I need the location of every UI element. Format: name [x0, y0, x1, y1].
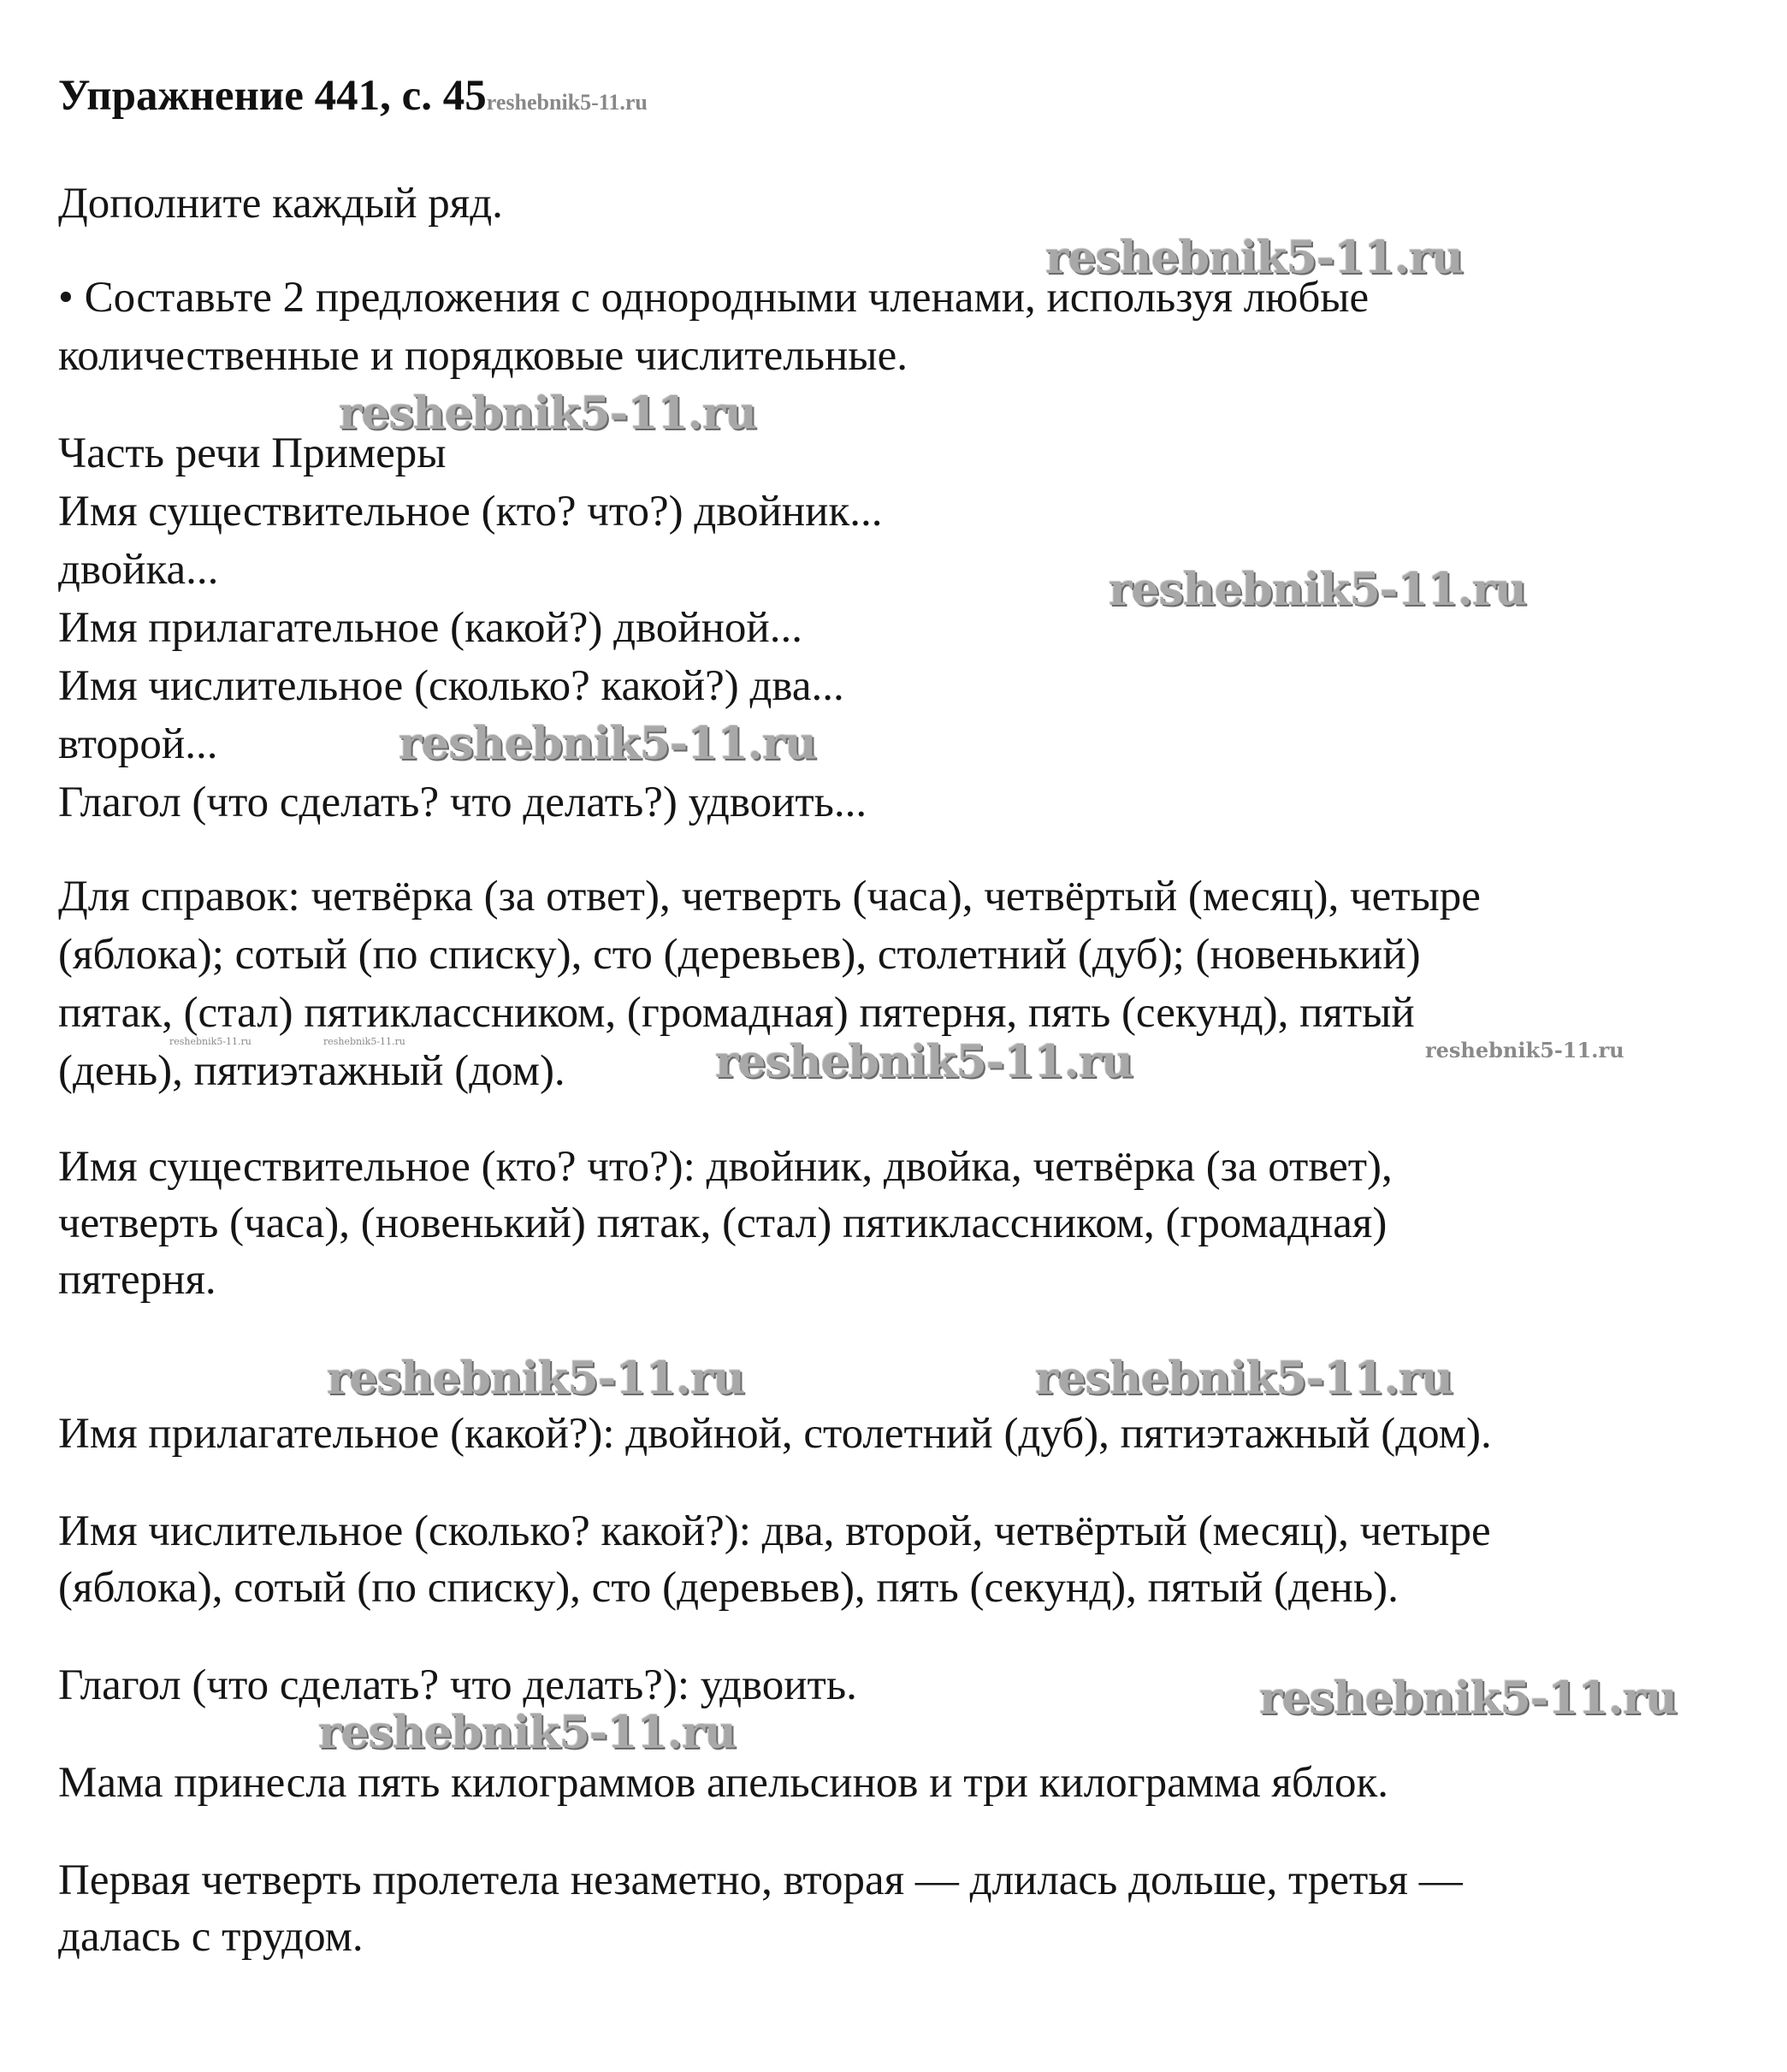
task-bullet-line-1: • Составьте 2 предложения с однородными членами, используя любые	[58, 274, 1370, 322]
title-watermark: reshebnik5-11.ru	[486, 90, 648, 115]
task-instruction: Дополните каждый ряд.	[58, 180, 503, 228]
table-header: Часть речи Примеры	[58, 429, 447, 477]
table-row-numeral: Имя числительное (сколько? какой?) два...	[58, 662, 844, 710]
answer-noun-line-2: четверть (часа), (новенький) пятак, (стал) пятиклассником, (громадная)	[58, 1199, 1388, 1247]
task-bullet-line-2: количественные и порядковые числительные.	[58, 332, 908, 380]
watermark: reshebnik5-11.ru	[327, 1353, 745, 1405]
table-row-noun: Имя существительное (кто? что?) двойник...	[58, 488, 883, 536]
table-row-adjective: Имя прилагательное (какой?) двойной...	[58, 604, 802, 652]
watermark: reshebnik5-11.ru	[1109, 564, 1527, 616]
reference-line-1: Для справок: четвёрка (за ответ), четверть (часа), четвёртый (месяц), четыре	[58, 873, 1481, 921]
sentence-1: Мама принесла пять килограммов апельсинов и три килограмма яблок.	[58, 1759, 1388, 1807]
watermark-tiny: reshebnik5-11.ru	[323, 1036, 405, 1047]
watermark: reshebnik5-11.ru	[318, 1707, 737, 1759]
reference-line-3: пятак, (стал) пятиклассником, (громадная) пятерня, пять (секунд), пятый	[58, 989, 1415, 1037]
exercise-title	[58, 70, 648, 128]
answer-adjective: Имя прилагательное (какой?): двойной, столетний (дуб), пятиэтажный (дом).	[58, 1410, 1492, 1458]
exercise-title-text: Упражнение 441, с. 45	[58, 72, 487, 120]
table-row-noun-cont: двойка...	[58, 546, 219, 594]
table-row-numeral-cont: второй...	[58, 720, 218, 768]
answer-numeral-line-1: Имя числительное (сколько? какой?): два, второй, четвёртый (месяц), четыре	[58, 1507, 1491, 1555]
sentence-2-line-2: далась с трудом.	[58, 1913, 364, 1961]
answer-verb: Глагол (что сделать? что делать?): удвоить.	[58, 1661, 857, 1709]
table-row-verb: Глагол (что сделать? что делать?) удвоить...	[58, 778, 867, 826]
answer-noun-line-1: Имя существительное (кто? что?): двойник, двойка, четвёрка (за ответ),	[58, 1143, 1393, 1191]
watermark-tiny: reshebnik5-11.ru	[169, 1036, 251, 1047]
sentence-2-line-1: Первая четверть пролетела незаметно, вторая — длилась дольше, третья —	[58, 1856, 1463, 1904]
answer-noun-line-3: пятерня.	[58, 1256, 216, 1304]
watermark: reshebnik5-11.ru	[399, 718, 817, 770]
watermark: reshebnik5-11.ru	[1259, 1672, 1678, 1725]
watermark: reshebnik5-11.ru	[1035, 1353, 1453, 1405]
watermark: reshebnik5-11.ru	[1045, 232, 1464, 284]
reference-line-2: (яблока); сотый (по списку), сто (деревьев), столетний (дуб); (новенький)	[58, 931, 1421, 979]
watermark: reshebnik5-11.ru	[715, 1036, 1133, 1088]
answer-numeral-line-2: (яблока), сотый (по списку), сто (деревьев), пять (секунд), пятый (день).	[58, 1564, 1399, 1612]
watermark-small: reshebnik5-11.ru	[1425, 1038, 1624, 1063]
reference-line-4: (день), пятиэтажный (дом).	[58, 1047, 565, 1095]
watermark: reshebnik5-11.ru	[339, 388, 757, 440]
